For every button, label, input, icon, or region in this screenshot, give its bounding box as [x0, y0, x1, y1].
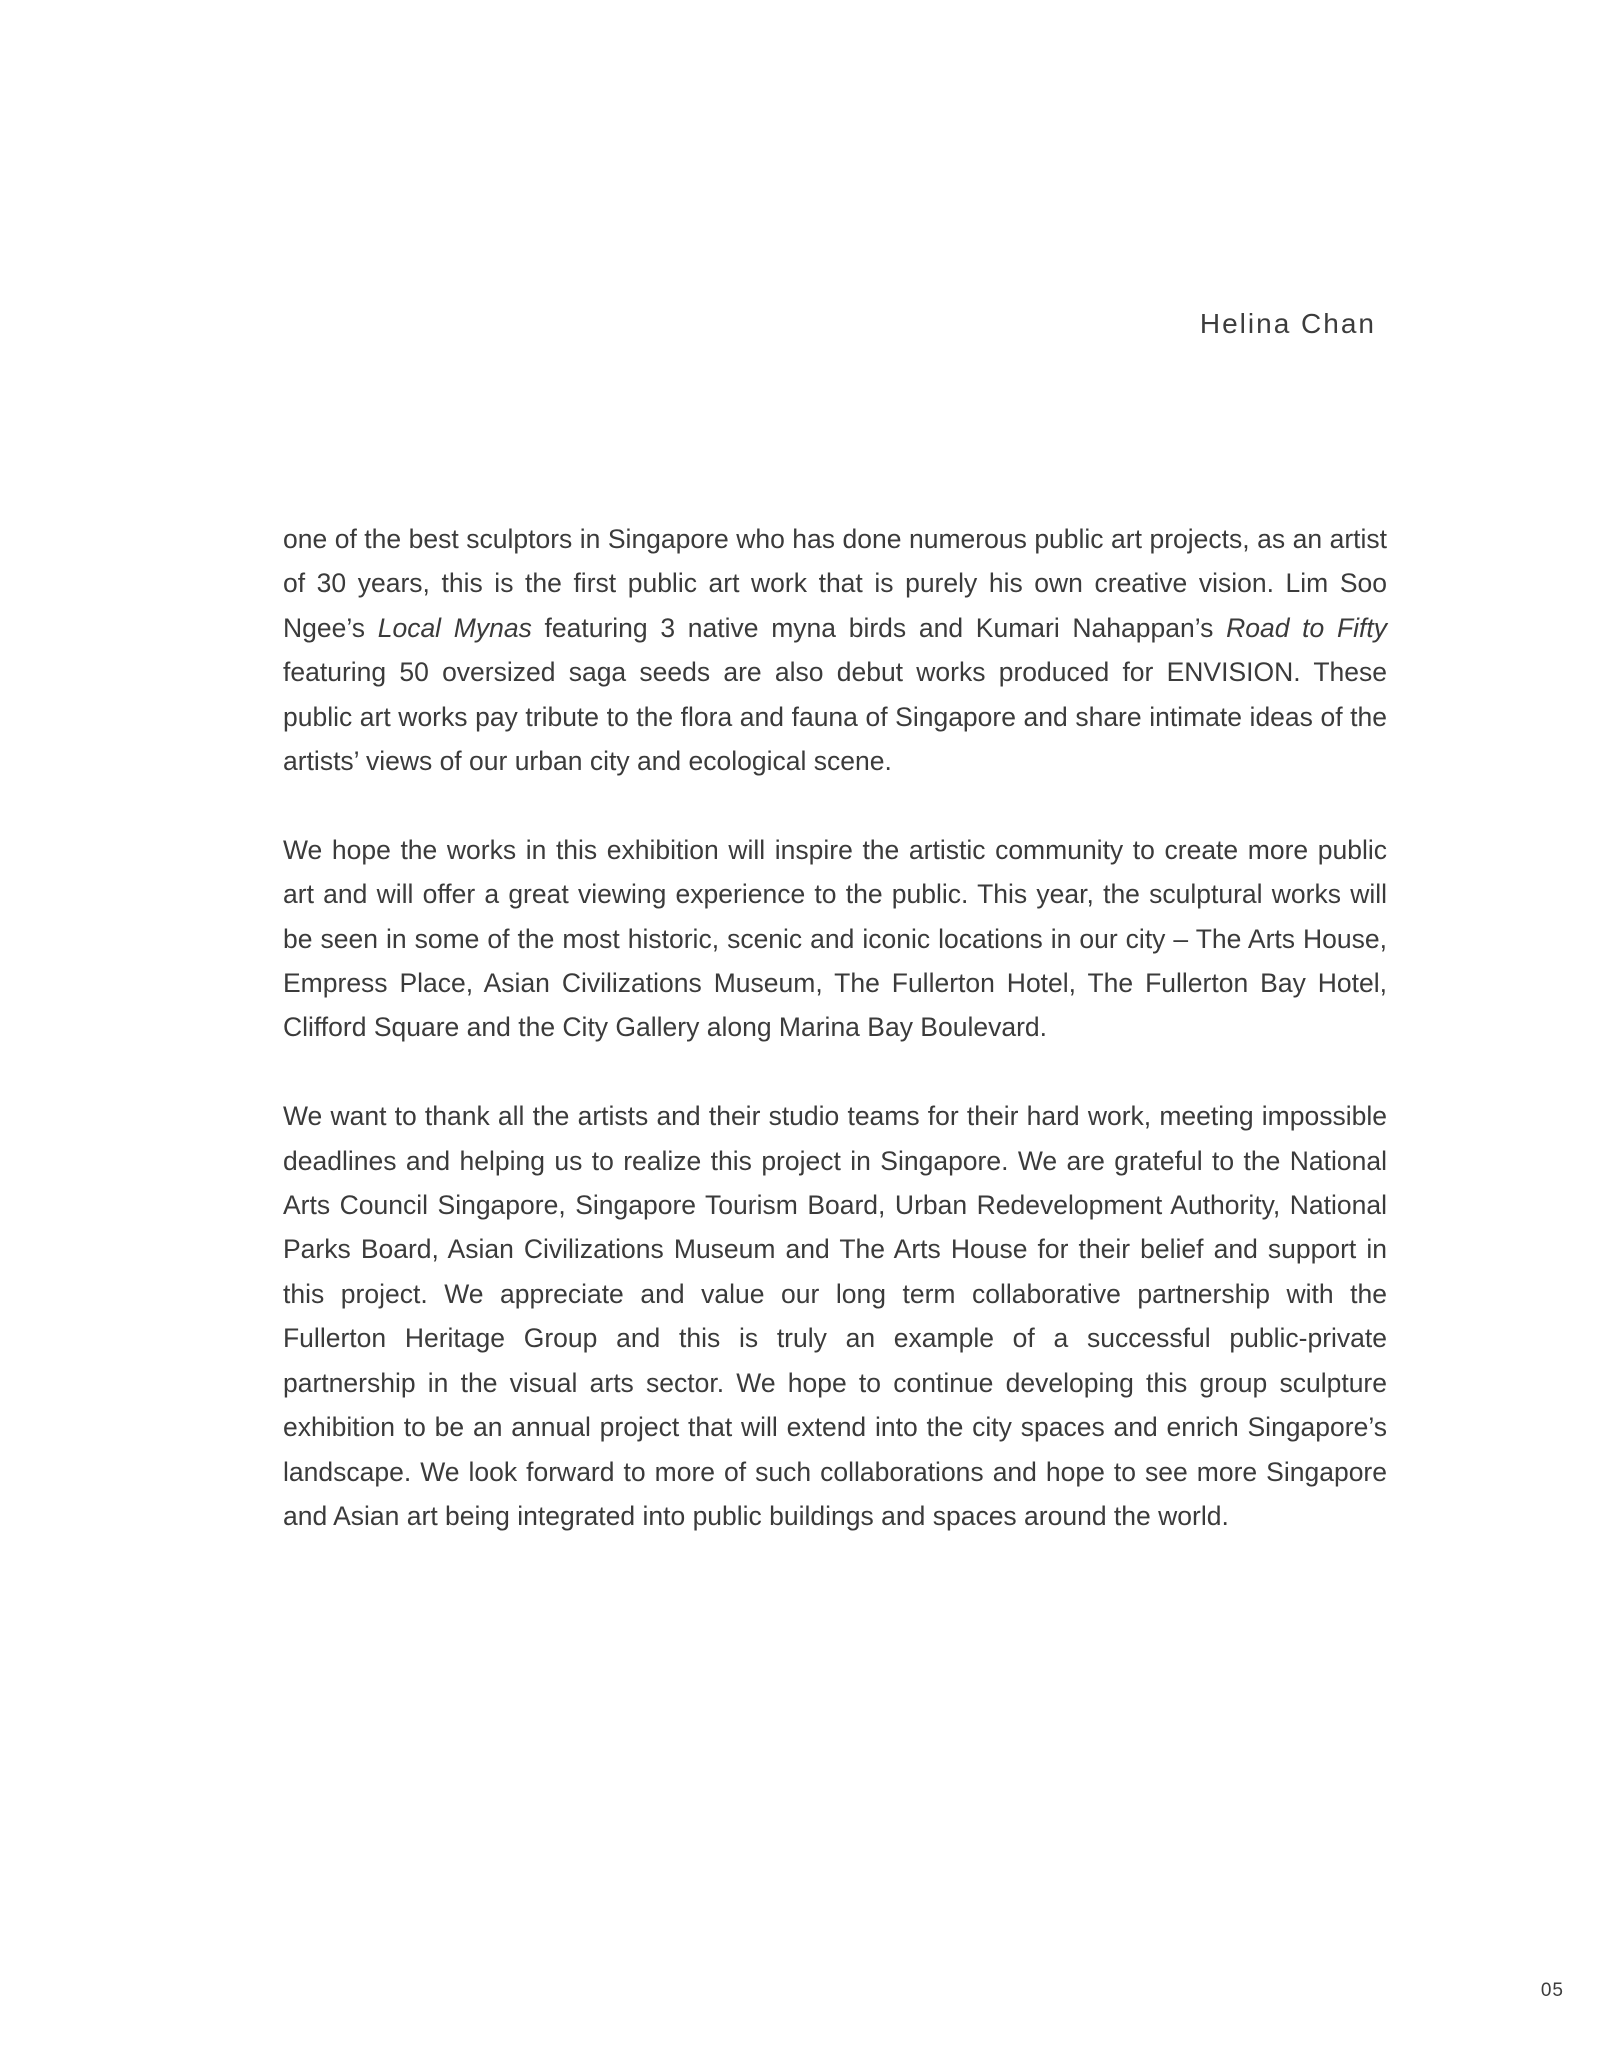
paragraph-1 [283, 517, 1387, 783]
artwork-title-local-mynas: Local Mynas [377, 612, 532, 643]
artwork-title-road-to-fifty: Road to Fifty [1226, 612, 1388, 643]
paragraph-1-text-b: featuring 3 native myna birds and Kumari Nahappan’s [531, 612, 1227, 643]
paragraph-3: We want to thank all the artists and their studio teams for their hard work, meeting impossible deadlines and helping us to realize this project in Singapore. We are grateful to the National Arts Council Singapore, Singapore Tourism Board, Urban Redevelopment Authority, National Parks Board, Asian Civilizations Museum and The Arts House for their belief and support in this project. We appreciate and value our long term collaborative partnership with the Fullerton Heritage Group and this is truly an example of a successful public-private partnership in the visual arts sector. We hope to continue developing this group sculpture exhibition to be an annual project that will extend into the city spaces and enrich Singapore’s landscape. We look forward to more of such collaborations and hope to see more Singapore and Asian art being integrated into public buildings and spaces around the world. [283, 1101, 1387, 1531]
page-number: 05 [1540, 1980, 1564, 2001]
article-body [283, 517, 1387, 1583]
author-name: Helina Chan [1199, 308, 1376, 339]
paragraph-2: We hope the works in this exhibition will inspire the artistic community to create more public art and will offer a great viewing experience to the public. This year, the sculptural works will be seen in some of the most historic, scenic and iconic locations in our city – The Arts House, Empress Place, Asian Civilizations Museum, The Fullerton Hotel, The Fullerton Bay Hotel, Clifford Square and the City Gallery along Marina Bay Boulevard. [283, 834, 1387, 1043]
paragraph-1-text-c: featuring 50 oversized saga seeds are also debut works produced for ENVISION. These public art works pay tribute to the flora and fauna of Singapore and share intimate ideas of the artists’ views of our urban city and ecological scene. [283, 657, 1387, 777]
paragraph-1-text-a: one of the best sculptors in Singapore who has done numerous public art projects, as an artist of 30 years, this is the first public art work that is purely his own creative vision. Lim Soo Ngee’s [283, 524, 1387, 643]
